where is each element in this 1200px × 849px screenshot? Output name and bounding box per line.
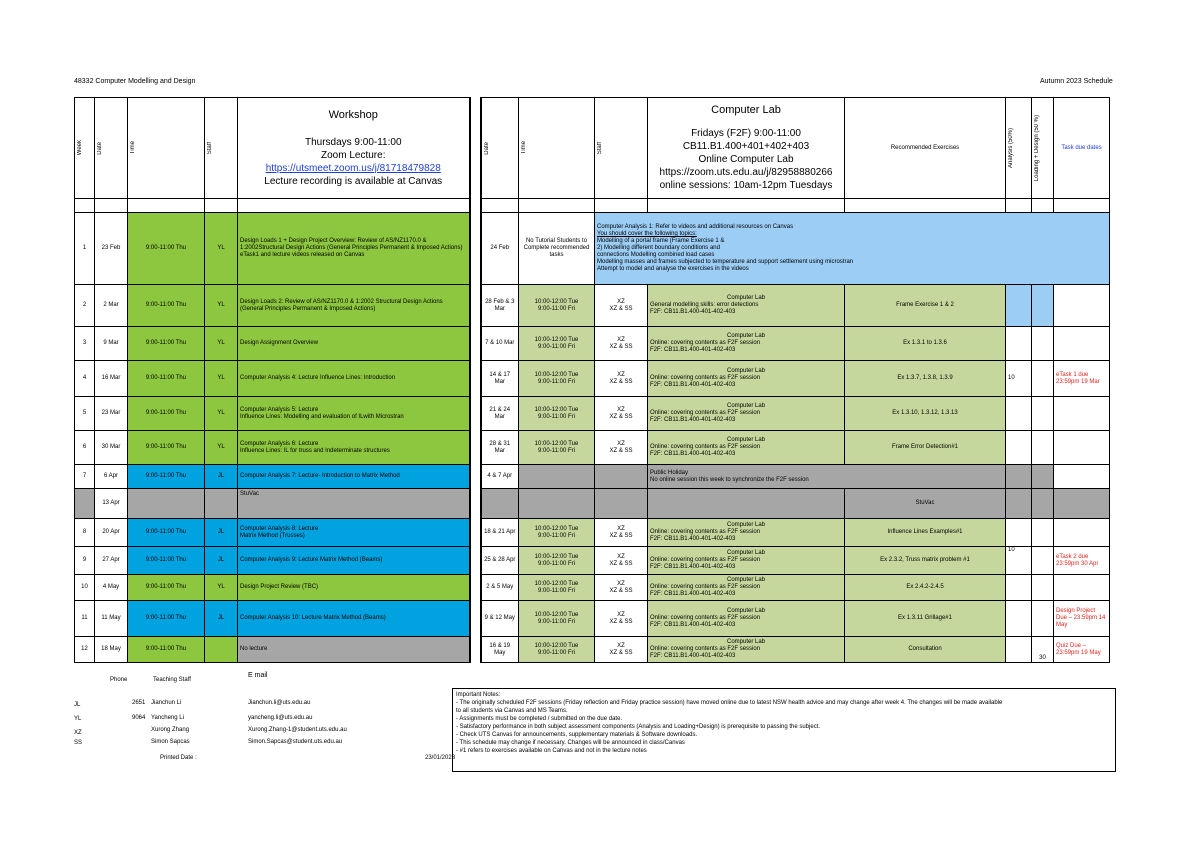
row-date: 20 Apr xyxy=(95,519,128,547)
row-topic: Design Assignment Overview xyxy=(238,327,470,361)
week-number: 5 xyxy=(75,397,95,431)
row-staff2: XZ XZ & SS xyxy=(595,327,648,361)
analysis-mark: 10 xyxy=(1006,547,1032,575)
row-date: 27 Apr xyxy=(95,547,128,575)
row-staff: YL xyxy=(205,397,238,431)
col-date: Date xyxy=(97,141,103,155)
week-number: 7 xyxy=(75,465,95,489)
lab-info: Computer Lab Online: covering contents as F2F session F2F: CB11.B1.400-401-402-403 xyxy=(648,397,845,431)
col-time2: Time xyxy=(521,141,527,155)
lab-info: Computer Lab General modelling skills: error detections F2F: CB11.B1.400-401-402-403 xyxy=(648,285,845,327)
lab-sessions: online sessions: 10am-12pm Tuesdays xyxy=(659,180,833,191)
row-topic: Design Loads 2: Review of AS/NZ1170.0 & 1:2002 Structural Design Actions (General Principles Permanent & Imposed Actions) xyxy=(238,285,470,327)
schedule-table xyxy=(74,97,1110,663)
printed-date-label: Printed Date : xyxy=(160,755,197,761)
note-line: to all students via Canvas and MS Teams. xyxy=(456,708,568,714)
analysis-mark: 10 xyxy=(1006,361,1032,397)
table-row xyxy=(75,489,1110,519)
lab-day: Fridays (F2F) 9:00-11:00 xyxy=(691,128,801,139)
row-exercise: Ex 1.3.11 Grillage#1 xyxy=(845,601,1006,637)
row-date2: 28 & 31 Mar xyxy=(481,431,519,465)
lab-info: Computer Lab Online: covering contents as F2F session F2F: CB11.B1.400-401-402-403 xyxy=(648,361,845,397)
col-analysis: Analysis (50%) xyxy=(1008,127,1014,168)
task-due: eTask 1 due 23:59pm 19 Mar xyxy=(1054,361,1110,397)
row-date2: 24 Feb xyxy=(481,213,519,285)
row-date: 6 Apr xyxy=(95,465,128,489)
row-date2: 21 & 24 Mar xyxy=(481,397,519,431)
row-exercise: Ex 1.3.10, 1.3.12, 1.3.13 xyxy=(845,397,1006,431)
lab-info: Computer Lab Online: covering contents as F2F session F2F: CB11.B1.400-401-402-403 xyxy=(648,431,845,465)
table-row xyxy=(75,397,1110,431)
table-row xyxy=(75,431,1110,465)
row-time: 9:00-11:00 Thu xyxy=(128,601,205,637)
row-time2: 10:00-12:00 Tue 9:00-11:00 Fri xyxy=(519,601,595,637)
row-staff: YL xyxy=(205,213,238,285)
week-number: 4 xyxy=(75,361,95,397)
col-exercises: Recommended Exercises xyxy=(845,98,1006,199)
row-exercise: Ex 1.3.1 to 1.3.6 xyxy=(845,327,1006,361)
row-date2: 25 & 28 Apr xyxy=(481,547,519,575)
row-date: 18 May xyxy=(95,637,128,663)
staff-code: SS xyxy=(74,740,83,746)
note-line: - Assignments must be completed / submitted on the due date. xyxy=(456,716,623,722)
row-date: 30 Mar xyxy=(95,431,128,465)
staff-phone-header: Phone xyxy=(110,677,128,683)
staff-name: Xurong Zhang xyxy=(151,727,190,733)
col-staff2: Staff xyxy=(597,141,603,155)
table-row xyxy=(75,637,1110,663)
workshop-day: Thursdays 9:00-11:00 xyxy=(304,136,402,148)
row-topic: StuVac xyxy=(238,489,470,519)
workshop-zoom: Zoom Lecture: xyxy=(321,149,386,161)
row-exercise: Consultation xyxy=(845,637,1006,663)
row-time: 9:00-11:00 Thu xyxy=(128,285,205,327)
row-time2: 10:00-12:00 Tue 9:00-11:00 Fri xyxy=(519,519,595,547)
row-time: 9:00-11:00 Thu xyxy=(128,327,205,361)
row-time2: 10:00-12:00 Tue 9:00-11:00 Fri xyxy=(519,547,595,575)
row-topic: Computer Analysis 6: Lecture Influence Lines: IL for truss and Indeterminate structures xyxy=(238,431,470,465)
week-number: 1 xyxy=(75,213,95,285)
note-line: - Satisfactory performance in both subject assessment components (Analysis and Loading+Design) is prerequisite to passing the subject. xyxy=(456,724,821,730)
row-exercise: StuVac xyxy=(845,489,1006,519)
important-notes xyxy=(452,688,1116,772)
row-exercise: Ex 2.3.2, Truss matrix problem #1 xyxy=(845,547,1006,575)
row-topic: Computer Analysis 10: Lecture Matrix Method (Beams) xyxy=(238,601,470,637)
spacer-row xyxy=(75,199,1110,213)
staff-name: Simon Sapcas xyxy=(151,739,190,745)
row-staff2: XZ XZ & SS xyxy=(595,519,648,547)
workshop-link[interactable]: https://utsmeet.zoom.us/j/81718479828 xyxy=(265,162,441,174)
row-time2: 10:00-12:00 Tue 9:00-11:00 Fri xyxy=(519,397,595,431)
staff-code: JL xyxy=(74,702,81,708)
staff-code: YL xyxy=(74,716,82,722)
workshop-header xyxy=(238,98,470,199)
table-row xyxy=(75,519,1110,547)
row-staff: JL xyxy=(205,547,238,575)
lab-info: Computer Lab Online: covering contents as F2F session F2F: CB11.B1.400-401-402-403 xyxy=(648,637,845,663)
week-number: 6 xyxy=(75,431,95,465)
week-number: 12 xyxy=(75,637,95,663)
loading-mark: 30 xyxy=(1032,637,1054,663)
row-date2: 14 & 17 Mar xyxy=(481,361,519,397)
task-due: Design Project Due – 23:59pm 14 May xyxy=(1054,601,1110,637)
row-staff: JL xyxy=(205,601,238,637)
staff-phone: 2651 xyxy=(132,700,146,706)
row-date2: 28 Feb & 3 Mar xyxy=(481,285,519,327)
lab-info: Computer Analysis 1: Refer to videos and additional resources on Canvas You should cover the following topics: Modelling of a portal frame (Frame Exercise 1 & 2) Modelling different boundary conditions and connections Modelling combined load cases Modelling masses and frames subjected to temperature and support settlement using microstran Attempt to model and analyse the exercises in the videos xyxy=(595,213,1110,285)
lab-info: Public Holiday No online session this week to synchronize the F2F session xyxy=(648,465,1006,489)
workshop-recording: Lecture recording is available at Canvas xyxy=(264,175,443,187)
row-time2: No Tutorial Students to Complete recommended tasks xyxy=(519,213,595,285)
week-number: 11 xyxy=(75,601,95,637)
table-row xyxy=(75,601,1110,637)
lab-info: Computer Lab Online: covering contents as F2F session F2F: CB11.B1.400-401-402-403 xyxy=(648,601,845,637)
row-date: 13 Apr xyxy=(95,489,128,519)
lab-info: Computer Lab Online: covering contents as F2F session F2F: CB11.B1.400-401-402-403 xyxy=(648,327,845,361)
row-time: 9:00-11:00 Thu xyxy=(128,519,205,547)
row-time: 9:00-11:00 Thu xyxy=(128,361,205,397)
row-time: 9:00-11:00 Thu xyxy=(128,397,205,431)
col-week: Week xyxy=(77,140,83,156)
week-number: 8 xyxy=(75,519,95,547)
col-loading: Loading + Design (50 %) xyxy=(1034,114,1040,182)
row-time: 9:00-11:00 Thu xyxy=(128,637,205,663)
staff-name: Jianchun Li xyxy=(151,700,182,706)
row-date: 11 May xyxy=(95,601,128,637)
row-date2: 4 & 7 Apr xyxy=(481,465,519,489)
row-date2: 2 & 5 May xyxy=(481,575,519,601)
table-row xyxy=(75,547,1110,575)
row-staff2: XZ XZ & SS xyxy=(595,637,648,663)
row-staff2: XZ XZ & SS xyxy=(595,431,648,465)
row-date: 16 Mar xyxy=(95,361,128,397)
row-time2: 10:00-12:00 Tue 9:00-11:00 Fri xyxy=(519,575,595,601)
row-staff: JL xyxy=(205,465,238,489)
staff-code: XZ xyxy=(74,730,82,736)
note-line: - The originally scheduled F2F sessions (Friday reflection and Friday practice session) have moved online due to latest NSW health advice and may change after week 4. The changes will be made available xyxy=(456,700,1003,706)
table-row xyxy=(75,213,1110,285)
row-staff: YL xyxy=(205,431,238,465)
row-staff2: XZ XZ & SS xyxy=(595,547,648,575)
week-number: 2 xyxy=(75,285,95,327)
lab-room: CB11.B1.400+401+402+403 xyxy=(682,141,810,152)
row-exercise: Ex 1.3.7, 1.3.8, 1.3.9 xyxy=(845,361,1006,397)
lab-info: Computer Lab Online: covering contents as F2F session F2F: CB11.B1.400-401-402-403 xyxy=(648,547,845,575)
row-date: 2 Mar xyxy=(95,285,128,327)
row-time2: 10:00-12:00 Tue 9:00-11:00 Fri xyxy=(519,637,595,663)
row-date: 9 Mar xyxy=(95,327,128,361)
staff-email[interactable]: Xurong.Zhang-1@student.uts.edu.au xyxy=(248,727,347,733)
staff-phone: 9064 xyxy=(132,715,146,721)
row-date2: 9 & 12 May xyxy=(481,601,519,637)
row-staff: YL xyxy=(205,285,238,327)
task-due: eTask 2 due 23:59pm 30 Apr xyxy=(1054,547,1110,575)
row-staff2: XZ XZ & SS xyxy=(595,601,648,637)
lab-info: Computer Lab Online: covering contents as F2F session F2F: CB11.B1.400-401-402-403 xyxy=(648,519,845,547)
col-task: Task due dates xyxy=(1054,98,1110,199)
row-time: 9:00-11:00 Thu xyxy=(128,431,205,465)
row-time: 9:00-11:00 Thu xyxy=(128,213,205,285)
notes-title: Important Notes: xyxy=(456,692,501,698)
staff-name-header: Teaching Staff xyxy=(153,677,191,683)
table-row xyxy=(75,285,1110,327)
row-topic: Computer Analysis 5: Lecture Influence Lines: Modelling and evaluation of ILwith Microstran xyxy=(238,397,470,431)
row-staff2: XZ XZ & SS xyxy=(595,361,648,397)
row-date: 23 Feb xyxy=(95,213,128,285)
week-number: 3 xyxy=(75,327,95,361)
row-time2: 10:00-12:00 Tue 9:00-11:00 Fri xyxy=(519,361,595,397)
note-line: - This schedule may change if necessary. Changes will be announced in class/Canvas xyxy=(456,740,685,746)
workshop-title: Workshop xyxy=(328,108,378,121)
row-staff2: XZ XZ & SS xyxy=(595,575,648,601)
row-topic: Design Project Review (TBC) xyxy=(238,575,470,601)
row-date2: 18 & 21 Apr xyxy=(481,519,519,547)
staff-email-header: E mail xyxy=(248,672,268,679)
col-staff: Staff xyxy=(207,141,213,155)
week-number: 9 xyxy=(75,547,95,575)
row-exercise: Frame Exercise 1 & 2 xyxy=(845,285,1006,327)
row-exercise: Ex 2.4.2-2.4.5 xyxy=(845,575,1006,601)
row-time2: 10:00-12:00 Tue 9:00-11:00 Fri xyxy=(519,431,595,465)
row-staff: JL xyxy=(205,519,238,547)
row-staff: YL xyxy=(205,361,238,397)
task-due: Quiz Due – 23:59pm 19 May xyxy=(1054,637,1110,663)
col-time: Time xyxy=(130,141,136,155)
row-topic: Computer Analysis 4: Lecture Influence Lines: Introduction xyxy=(238,361,470,397)
table-row xyxy=(75,465,1110,489)
week-number: 10 xyxy=(75,575,95,601)
note-line: - Check UTS Canvas for announcements, supplementary materials & Software downloads. xyxy=(456,732,698,738)
row-topic: Computer Analysis 7: Lecture- Introduction to Matrix Method xyxy=(238,465,470,489)
col-date2: Date xyxy=(483,141,490,155)
staff-name: Yancheng Li xyxy=(151,715,184,721)
course-title: 48332 Computer Modelling and Design xyxy=(74,78,196,85)
table-row xyxy=(75,575,1110,601)
row-staff2: XZ XZ & SS xyxy=(595,285,648,327)
row-date2: 16 & 19 May xyxy=(481,637,519,663)
header-row xyxy=(75,98,1110,199)
staff-email[interactable]: yancheng.li@uts.edu.au xyxy=(248,715,313,721)
lab-online: Online Computer Lab xyxy=(698,154,794,165)
row-time2: 10:00-12:00 Tue 9:00-11:00 Fri xyxy=(519,327,595,361)
row-time: 9:00-11:00 Thu xyxy=(128,575,205,601)
row-date: 23 Mar xyxy=(95,397,128,431)
lab-title: Computer Lab xyxy=(711,104,781,116)
lab-zoom: https://zoom.uts.edu.au/j/82958880266 xyxy=(659,167,833,178)
row-exercise: Frame Error Detection#1 xyxy=(845,431,1006,465)
table-row xyxy=(75,327,1110,361)
row-topic: No lecture xyxy=(238,637,470,663)
row-staff2: XZ XZ & SS xyxy=(595,397,648,431)
note-line: - #1 refers to exercises available on Canvas and not in the lecture notes xyxy=(456,748,647,754)
staff-email[interactable]: Jianchun.li@uts.edu.au xyxy=(248,700,311,706)
schedule-title: Autumn 2023 Schedule xyxy=(1040,78,1113,85)
row-topic: Design Loads 1 + Design Project Overview: Review of AS/NZ1170.0 & 1:2002Structural Design Actions (General Principles Permanent & Imposed Actions) eTask1 and lecture videos released on Canvas xyxy=(238,213,470,285)
row-time2: 10:00-12:00 Tue 9:00-11:00 Fri xyxy=(519,285,595,327)
row-staff: YL xyxy=(205,575,238,601)
row-exercise: Influence Lines Examples#1 xyxy=(845,519,1006,547)
lab-info: Computer Lab Online: covering contents as F2F session F2F: CB11.B1.400-401-402-403 xyxy=(648,575,845,601)
row-topic: Computer Analysis 9: Lecture Matrix Method (Beams) xyxy=(238,547,470,575)
printed-date: 23/01/2023 xyxy=(425,755,456,761)
row-time: 9:00-11:00 Thu xyxy=(128,465,205,489)
staff-email[interactable]: Simon.Sapcas@student.uts.edu.au xyxy=(248,739,343,745)
lab-header xyxy=(648,98,845,199)
row-topic: Computer Analysis 8: Lecture Matrix Method (Trusses) xyxy=(238,519,470,547)
row-date: 4 May xyxy=(95,575,128,601)
row-time: 9:00-11:00 Thu xyxy=(128,547,205,575)
row-date2: 7 & 10 Mar xyxy=(481,327,519,361)
row-staff: YL xyxy=(205,327,238,361)
table-row xyxy=(75,361,1110,397)
